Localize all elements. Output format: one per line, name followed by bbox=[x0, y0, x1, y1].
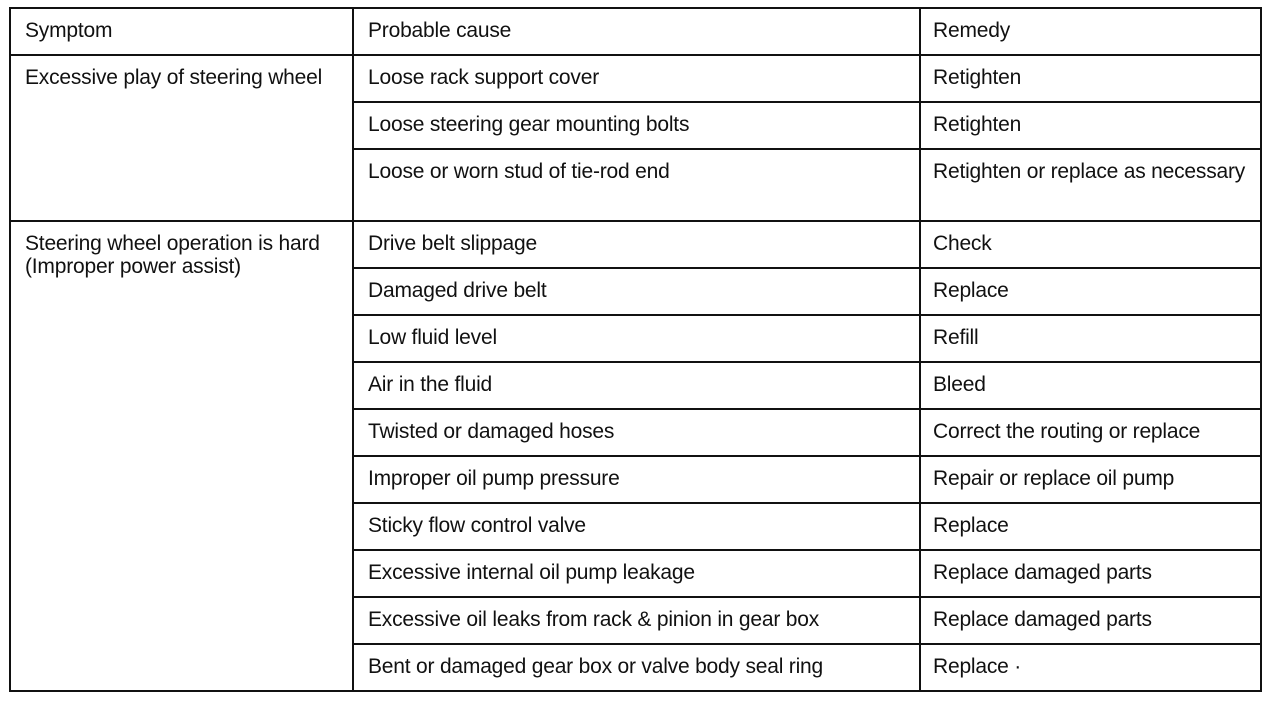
symptom-cell: Excessive play of steering wheel bbox=[10, 55, 353, 221]
cause-cell: Excessive oil leaks from rack & pinion in gear box bbox=[353, 597, 920, 644]
cause-cell: Drive belt slippage bbox=[353, 221, 920, 268]
remedy-cell: Retighten or replace as necessary bbox=[920, 149, 1261, 221]
remedy-cell: Replace damaged parts bbox=[920, 597, 1261, 644]
cause-cell: Excessive internal oil pump leakage bbox=[353, 550, 920, 597]
symptom-cell: Steering wheel operation is hard (Improper power assist) bbox=[10, 221, 353, 691]
table-row bbox=[10, 221, 1261, 268]
cause-cell: Loose steering gear mounting bolts bbox=[353, 102, 920, 149]
cause-cell: Loose or worn stud of tie-rod end bbox=[353, 149, 920, 221]
cause-cell: Air in the fluid bbox=[353, 362, 920, 409]
cause-cell: Twisted or damaged hoses bbox=[353, 409, 920, 456]
cause-cell: Low fluid level bbox=[353, 315, 920, 362]
cause-cell: Bent or damaged gear box or valve body seal ring bbox=[353, 644, 920, 691]
cause-cell: Sticky flow control valve bbox=[353, 503, 920, 550]
cause-cell: Improper oil pump pressure bbox=[353, 456, 920, 503]
header-remedy: Remedy bbox=[920, 8, 1261, 55]
remedy-cell: Replace damaged parts bbox=[920, 550, 1261, 597]
remedy-cell: Bleed bbox=[920, 362, 1261, 409]
remedy-cell: Correct the routing or replace bbox=[920, 409, 1261, 456]
troubleshooting-table bbox=[9, 7, 1262, 692]
remedy-cell: Retighten bbox=[920, 55, 1261, 102]
table-row bbox=[10, 55, 1261, 102]
remedy-cell: Replace · bbox=[920, 644, 1261, 691]
remedy-cell: Replace bbox=[920, 268, 1261, 315]
remedy-cell: Retighten bbox=[920, 102, 1261, 149]
header-symptom: Symptom bbox=[10, 8, 353, 55]
remedy-cell: Replace bbox=[920, 503, 1261, 550]
cause-cell: Damaged drive belt bbox=[353, 268, 920, 315]
remedy-cell: Check bbox=[920, 221, 1261, 268]
remedy-cell: Repair or replace oil pump bbox=[920, 456, 1261, 503]
remedy-cell: Refill bbox=[920, 315, 1261, 362]
header-probable-cause: Probable cause bbox=[353, 8, 920, 55]
header-row bbox=[10, 8, 1261, 55]
cause-cell: Loose rack support cover bbox=[353, 55, 920, 102]
